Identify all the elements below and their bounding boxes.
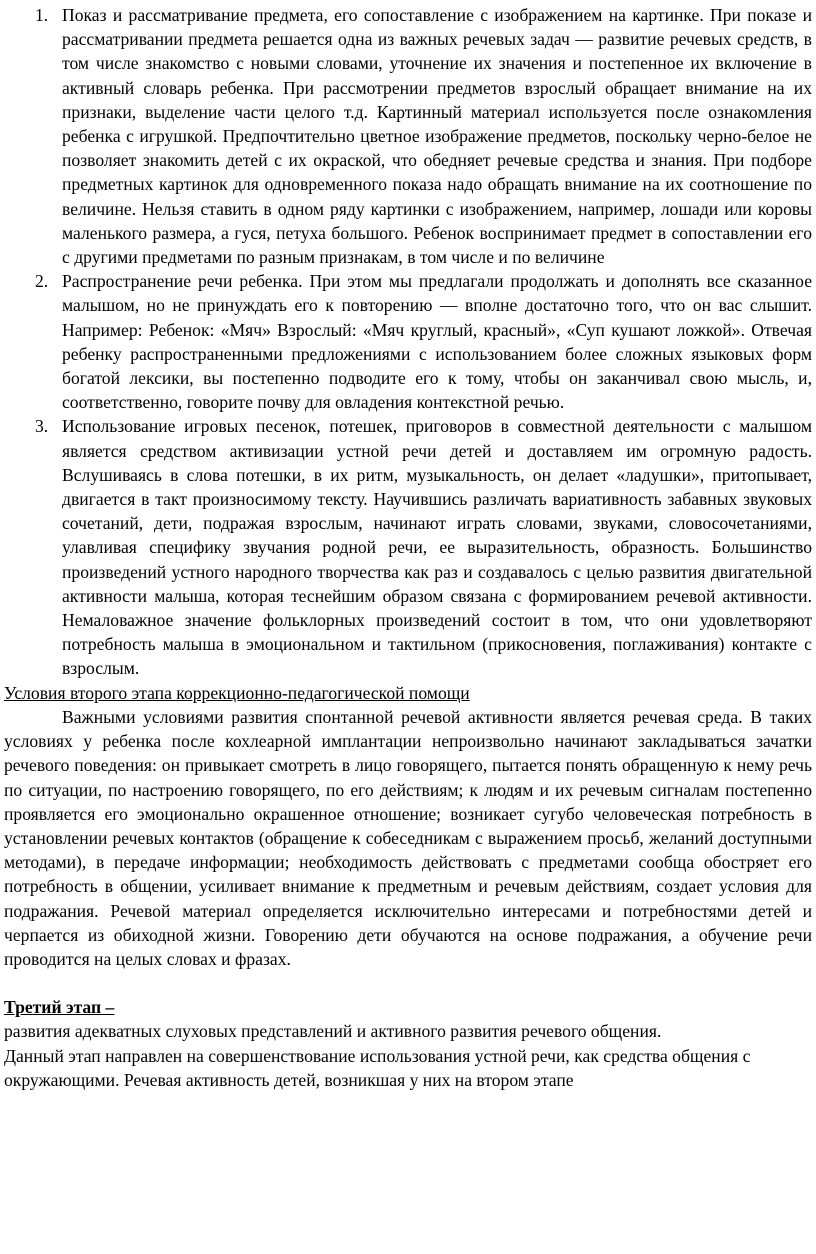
list-item [35,414,812,680]
list-item [35,269,812,414]
list-item-text: Использование игровых песенок, потешек, приговоров в совместной деятельности с малышом является средством активизации устной речи детей и доставляем им огромную радость. Вслушиваясь в слова потешки, в их ритм, музыкальность, он делает «ладушки», притопывает, двигается в такт произносимому тексту. Научившись различать вариативность забавных звуковых сочетаний, дети, подражая взрослым, начинают играть словами, звуками, словосочетаниями, улавливая специфику звучания родной речи, ее выразительность, образность. Большинство произведений устного народного творчества как раз и создавалось с целью развития двигательной активности малыша, которая теснейшим образом связана с формированием речевой активности. Немаловажное значение фольклорных произведений состоит в том, что они удовлетворяют потребность малыша в эмоциональном и тактильном (прикосновения, поглаживания) контакте с взрослым. [62,416,812,679]
section-heading: Условия второго этапа коррекционно-педагогической помощи [4,682,470,703]
list-item-number: 2. [35,271,49,292]
blank-line [4,971,812,995]
numbered-list [4,3,812,681]
third-stage-subtitle: развития адекватных слуховых представлений и активного развития речевого общения. [4,1021,662,1042]
list-item-text: Распространение речи ребенка. При этом мы предлагали продолжать и дополнять все сказанное малышом, но не принуждать его к повторению — вполне достаточно того, что он вас слышит. Например: Ребенок: «Мяч» Взрослый: «Мяч круглый, красный», «Суп кушают ложкой». Отвечая ребенку распространенными предложениями с использованием более сложных языковых форм богатой лексики, вы постепенно подводите его к тому, чтобы он заканчивал свою мысль, и, соответственно, говорите почву для овладения контекстной речью. [62,271,812,413]
third-stage-text: Данный этап направлен на совершенствование использования устной речи, как средства общения с окружающими. Речевая активность детей, возникшая у них на втором этапе [4,1045,751,1090]
list-item-number: 1. [35,5,49,25]
third-stage-heading: Третий этап – [4,997,115,1018]
list-item-number: 3. [35,416,49,437]
list-item [35,3,812,269]
list-item-text: Показ и рассматривание предмета, его сопоставление с изображением на картинке. При показе и рассматривании предмета решается одна из важных речевых задач — развитие речевых средств, в том числе знакомство с новыми словами, уточнение их значения и постепенное их включение в активный словарь ребенка. При рассмотрении предметов взрослый обращает внимание на их признаки, выделение части целого т.д. Картинный материал используется после ознакомления ребенка с игрушкой. Предпочтительно цветное изображение предметов, поскольку черно-белое не позволяет знакомить детей с их окраской, что обедняет речевые средства и знания. При подборе предметных картинок для одновременного показа надо обращать внимание на их соотношение по величине. Нельзя ставить в одном ряду картинки с изображением, например, лошади или коровы маленького размера, а гуся, петуха большого. Ребенок воспринимает предмет в сопоставлении его с другими предметами по разным признакам, в том числе и по величине [62,5,812,268]
section-paragraph: Важными условиями развития спонтанной речевой активности является речевая среда. В таких условиях у ребенка после кохлеарной имплантации непроизвольно начинают закладываться зачатки речевого поведения: он привыкает смотреть в лицо говорящего, пытается понять обращенную к нему речь по ситуации, по настроению говорящего, по его действиям; к людям и их речевым сигналам постепенно проявляется его эмоционально окрашенное отношение; возникает сугубо человеческая потребность в установлении речевых контактов (обращение к собеседникам с выражением просьб, желаний доступными методами), в передаче информации; необходимость действовать с предметами сообща обостряет его потребность в общении, усиливает внимание к предметным и речевым действиям, создает условия для подражания. Речевой материал определяется исключительно интересами и потребностями детей и черпается из обиходной жизни. Говорению дети обучаются на основе подражания, а обучение речи проводится на целых словах и фразах. [4,706,812,969]
